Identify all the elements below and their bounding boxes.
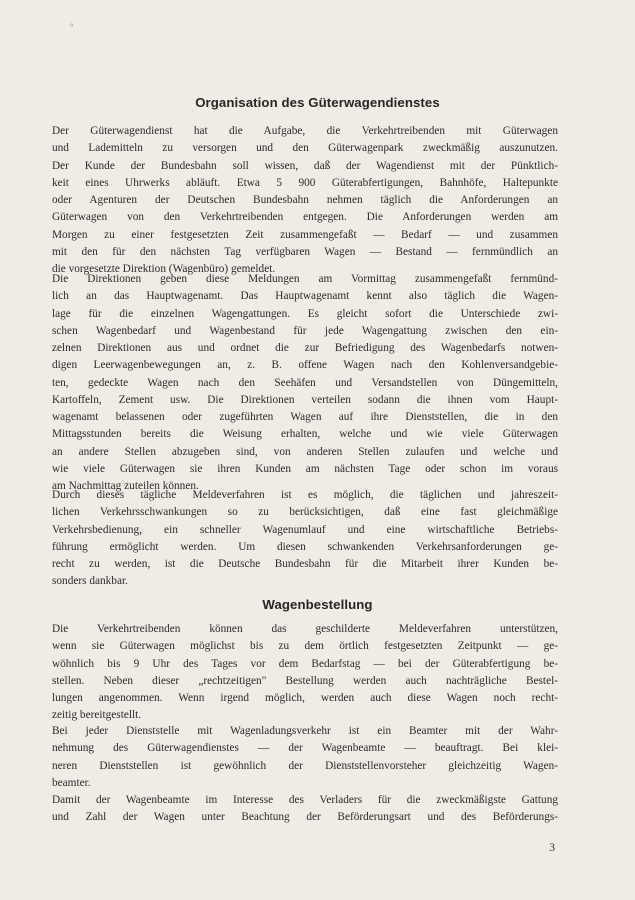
text-line: recht zu werden, ist die Deutsche Bundesbahn für die Mitarbeit ihrer Kunden be-: [52, 558, 558, 570]
text-line: wagenamt belassenen oder zugeführten Wagen auf ihre Dienststellen, die in den: [52, 411, 558, 423]
text-line: beamter.: [52, 776, 91, 789]
text-line: mit den für den nächsten Tag verfügbaren Wagen — Bestand — fernmündlich an: [52, 245, 558, 258]
text-line: wie viele Güterwagen sie ihren Kunden am nächsten Tage oder schon im voraus: [52, 462, 558, 475]
text-line: zeitig bereitgestellt.: [52, 709, 142, 722]
text-line: lich an das Hauptwagenamt. Das Hauptwagenamt kennt also täglich die Wagen-: [52, 290, 558, 303]
text-line: Durch dieses tägliche Meldeverfahren ist es möglich, die täglichen und jahreszeit-: [52, 489, 558, 501]
text-line: am Nachmittag zuteilen können.: [52, 480, 199, 492]
text-line: die vorgesetzte Direktion (Wagenbüro) gemeldet.: [52, 263, 276, 275]
paragraph: [52, 123, 558, 278]
text-line: neren Dienststellen ist gewöhnlich der Dienststellenvorsteher gleichzeitig Wagen-: [52, 759, 558, 772]
scan-speck: °: [70, 22, 74, 32]
paragraph: [52, 621, 558, 725]
text-line: stellen. Neben dieser „rechtzeitigen" Bestellung werden auch nachträgliche Bestel-: [52, 674, 558, 687]
text-line: zelnen Direktionen aus und ordnet die zur Befriedigung des Wagenbedarfs notwen-: [52, 342, 558, 354]
paragraph: [52, 792, 558, 827]
text-line: Bei jeder Dienststelle mit Wagenladungsverkehr ist ein Beamter mit der Wahr-: [52, 725, 558, 737]
text-line: Kartoffeln, Zement usw. Die Direktionen verteilen sodann die ihnen vom Haupt-: [52, 393, 558, 406]
paragraph: [52, 723, 558, 792]
text-line: sonders dankbar.: [52, 575, 128, 588]
text-line: lage für die einzelnen Wagengattungen. Es gleicht sofort die Unterschiede zwi-: [52, 307, 558, 320]
text-line: digen Leerwagenbewegungen an, z. B. offene Wagen nach den Kohlenversandgebie-: [52, 359, 558, 372]
paragraph: [52, 271, 558, 495]
page-number: 3: [549, 842, 555, 854]
text-line: an andere Stellen abzugeben sind, von anderen Stellen zulaufen und welche und: [52, 445, 558, 458]
text-line: keit eines Uhrwerks abläuft. Etwa 5 900 Güterabfertigungen, Bahnhöfe, Haltepunkte: [52, 176, 558, 189]
text-line: führung ermöglicht werden. Um diesen schwankenden Verkehrsanforderungen ge-: [52, 540, 558, 553]
text-line: nehmung des Güterwagendienstes — der Wagenbeamte — beauftragt. Bei klei-: [52, 742, 558, 755]
text-line: Die Direktionen geben diese Meldungen am Vormittag zusammengefaßt fernmünd-: [52, 273, 558, 285]
text-line: und Zahl der Wagen unter Beachtung der Beförderungsart und des Beförderungs-: [52, 811, 558, 824]
text-line: Güterwagen von den Verkehrtreibenden entgegen. Die Anforderungen werden am: [52, 211, 558, 224]
text-line: Damit der Wagenbeamte im Interesse des Verladers für die zweckmäßigste Gattung: [52, 794, 558, 806]
text-line: Der Güterwagendienst hat die Aufgabe, die Verkehrtreibenden mit Güterwagen: [52, 125, 558, 137]
text-line: Morgen zu einer festgesetzten Zeit zusammengefaßt — Bedarf — und zusammen: [52, 228, 558, 241]
text-line: Der Kunde der Bundesbahn soll wissen, daß der Wagendienst mit der Pünktlich-: [52, 159, 558, 172]
text-line: ten, gedeckte Wagen nach den Seehäfen und Versandstellen von Düngemitteln,: [52, 376, 558, 389]
text-line: und Lademitteln zu versorgen und den Güterwagenpark zweckmäßig auszunutzen.: [52, 142, 558, 155]
paragraph: [52, 487, 558, 591]
section-heading-wagenbestellung: Wagenbestellung: [262, 597, 373, 612]
text-line: Die Verkehrtreibenden können das geschilderte Meldeverfahren unterstützen,: [52, 623, 558, 635]
text-line: Mittagsstunden bereits die Weisung erhalten, welche und wie viele Güterwagen: [52, 428, 558, 441]
text-line: wenn sie Güterwagen möglichst bis zu dem örtlich festgesetzten Zeitpunkt — ge-: [52, 640, 558, 653]
text-line: oder Agenturen der Deutschen Bundesbahn nehmen täglich die Anforderungen an: [52, 194, 558, 206]
text-line: Verkehrsbedienung, ein schneller Wagenumlauf und eine wirtschaftliche Betriebs-: [52, 523, 558, 536]
text-line: lungen angenommen. Wenn irgend möglich, werden auch diese Wagen noch recht-: [52, 692, 558, 704]
section-heading-organisation: Organisation des Güterwagendienstes: [195, 95, 440, 110]
text-line: lichen Verkehrsschwankungen so zu berücksichtigen, daß eine fast gleichmäßige: [52, 506, 558, 519]
text-line: wöhnlich bis 9 Uhr des Tages vor dem Bedarfstag — bei der Güterabfertigung be-: [52, 657, 558, 670]
text-line: schen Wagenbedarf und Wagenbestand für jede Wagengattung zwischen den ein-: [52, 324, 558, 337]
